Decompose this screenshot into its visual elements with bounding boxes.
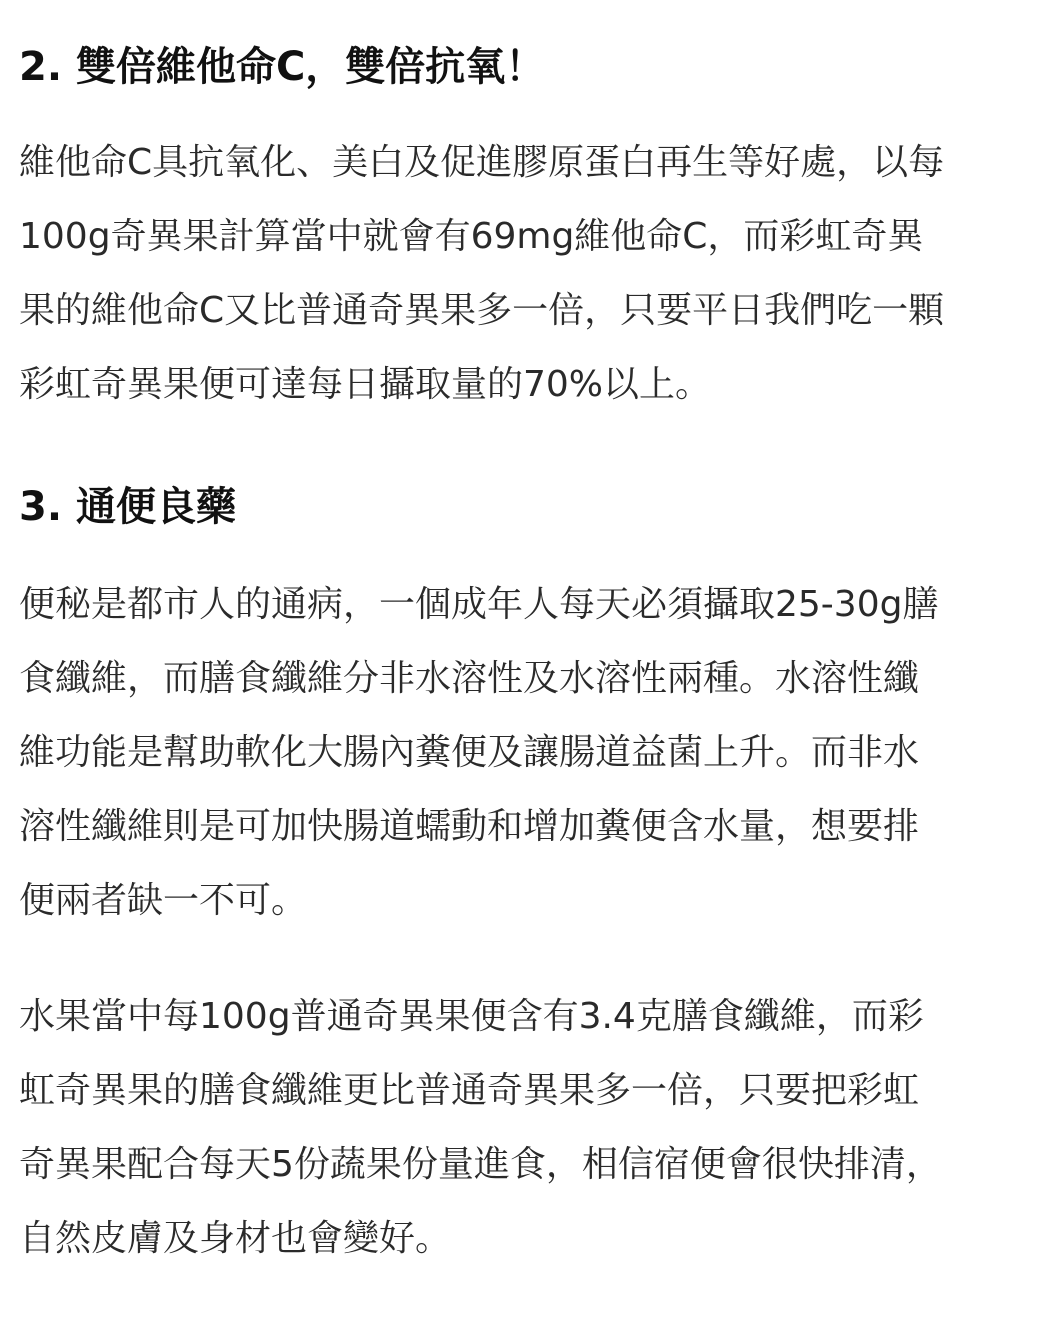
section-heading-vitamin-c: 2. 雙倍維他命C，雙倍抗氧！ <box>19 44 546 90</box>
paragraph-line: 溶性纖維則是可加快腸道蠕動和增加糞便含水量，想要排 <box>19 806 920 847</box>
paragraph-line: 虹奇異果的膳食纖維更比普通奇異果多一倍，只要把彩虹 <box>19 1070 920 1111</box>
paragraph-line: 維他命C具抗氧化、美白及促進膠原蛋白再生等好處，以每 <box>19 142 945 183</box>
paragraph-line: 水果當中每100g普通奇異果便含有3.4克膳食纖維，而彩 <box>19 996 924 1037</box>
paragraph-dietary-fiber <box>19 980 942 1276</box>
paragraph-vitamin-c <box>19 126 944 422</box>
paragraph-line: 100g奇異果計算當中就會有69mg維他命C，而彩虹奇異 <box>19 216 924 257</box>
paragraph-line: 便兩者缺一不可。 <box>19 880 308 921</box>
paragraph-constipation <box>19 568 938 938</box>
paragraph-line: 自然皮膚及身材也會變好。 <box>19 1218 452 1259</box>
section-heading-laxative: 3. 通便良藥 <box>19 484 236 530</box>
paragraph-line: 奇異果配合每天5份蔬果份量進食，相信宿便會很快排清， <box>19 1144 942 1185</box>
paragraph-line: 維功能是幫助軟化大腸內糞便及讓腸道益菌上升。而非水 <box>19 732 920 773</box>
paragraph-line: 彩虹奇異果便可達每日攝取量的70%以上。 <box>19 364 712 405</box>
paragraph-line: 果的維他命C又比普通奇異果多一倍，只要平日我們吃一顆 <box>19 290 945 331</box>
paragraph-line: 便秘是都市人的通病，一個成年人每天必須攝取25-30g膳 <box>19 584 939 625</box>
paragraph-line: 食纖維，而膳食纖維分非水溶性及水溶性兩種。水溶性纖 <box>19 658 920 699</box>
